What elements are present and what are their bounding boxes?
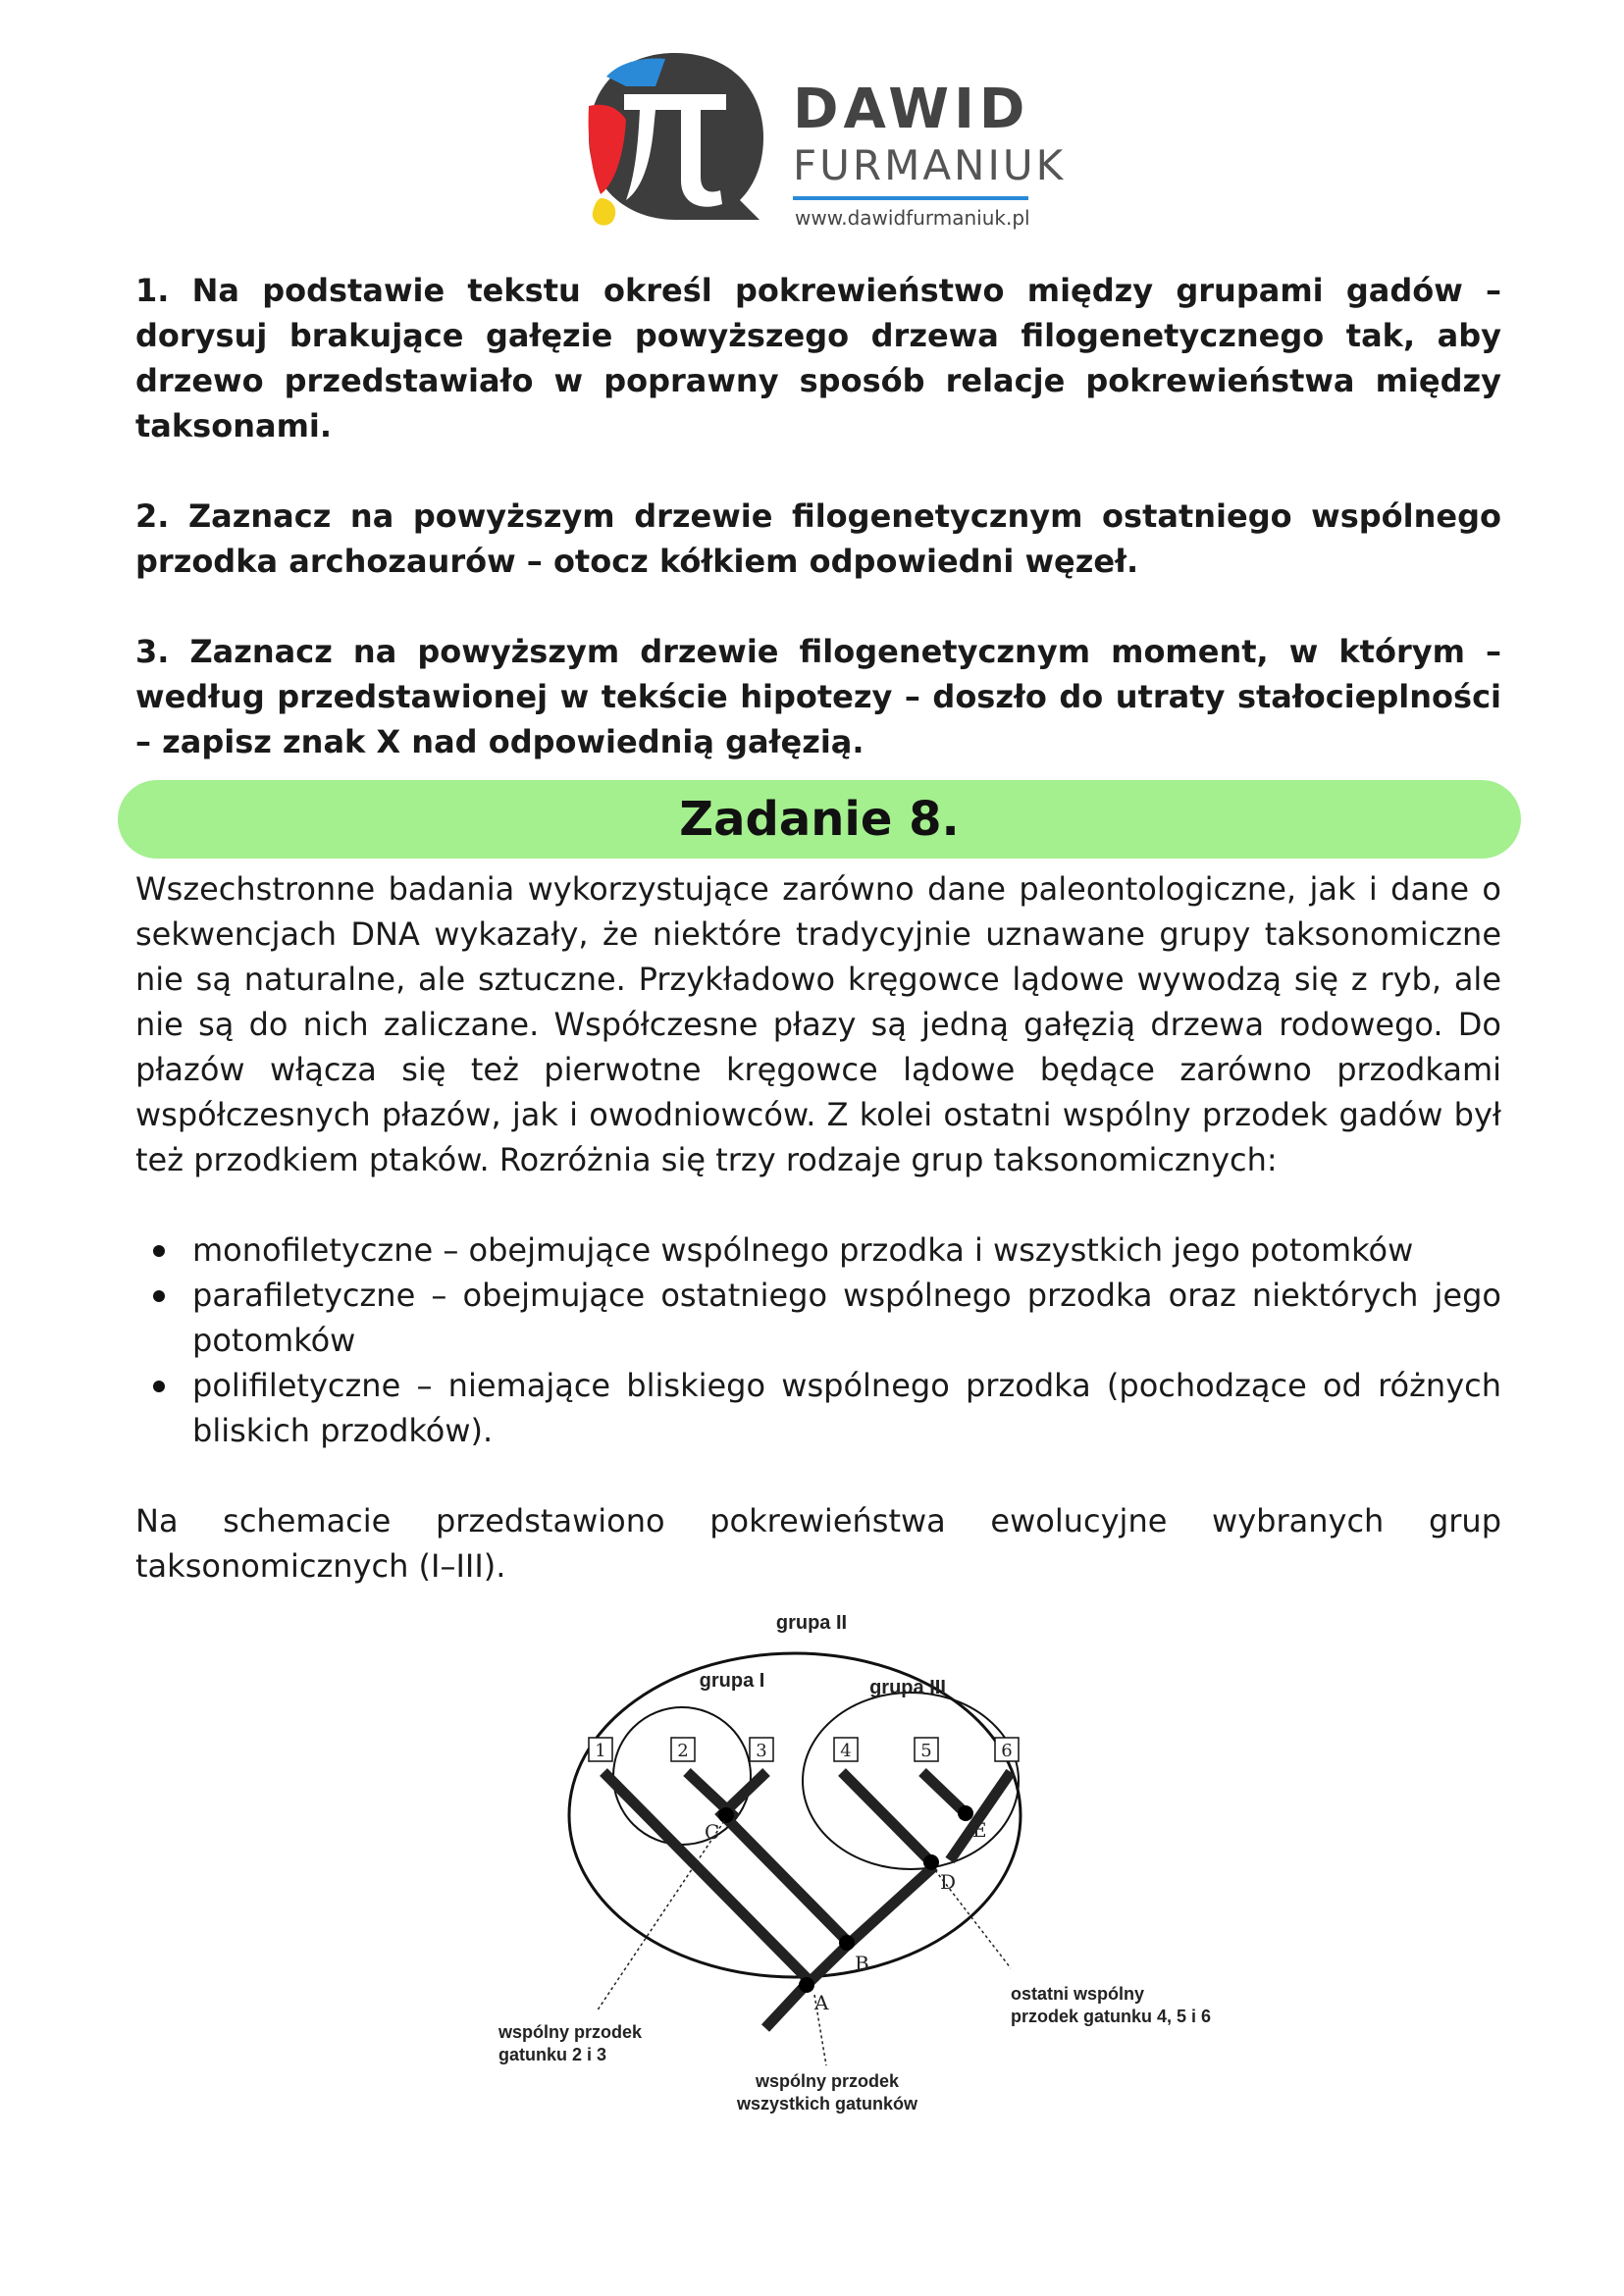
branch-root	[765, 1984, 807, 2028]
task-list	[135, 268, 1501, 809]
annotation-c-line1: wspólny przodek	[498, 2022, 643, 2042]
node-label-b: B	[855, 1952, 869, 1975]
branch-4	[842, 1772, 930, 1861]
node-d	[923, 1854, 939, 1870]
bullet-icon	[153, 1245, 165, 1257]
node-b	[839, 1935, 855, 1951]
species-boxes	[589, 1738, 1019, 1761]
outro-paragraph: Na schemacie przedstawiono pokrewieństwa ewolucyjne wybranych grup taksonomicznych (I–III).	[135, 1502, 1501, 1585]
task-body	[135, 866, 1501, 1589]
annotation-d-line1: ostatni wspólny	[1011, 1984, 1145, 2004]
logo-name: DAWID	[793, 78, 1030, 141]
logo-divider	[793, 196, 1028, 200]
pi-logo-icon	[567, 47, 783, 234]
list-item-text: parafiletyczne – obejmujące ostatniego wspólnego przodka oraz niektórych jego potomków	[192, 1277, 1501, 1359]
node-e	[958, 1805, 973, 1821]
group-types-list	[135, 1227, 1501, 1453]
annotation-d-line2: przodek gatunku 4, 5 i 6	[1011, 2007, 1212, 2026]
list-item	[135, 1273, 1501, 1363]
intro-paragraph: Wszechstronne badania wykorzystujące zarówno dane paleontologiczne, jak i dane o sekwencjach DNA wykazały, że niektóre tradycyjnie uznawane grupy taksonomiczne nie są naturalne, ale sztuczne. Przykładowo kręgowce lądowe wywodzą się z ryb, ale nie są do nich zaliczane. Współczesne płazy są jedną gałęzią drzewa rodowego. Do płazów włącza się też pierwotne kręgowce lądowe będące zarówno przodkami współczesnych płazów, jak i owodniowców. Z kolei ostatni wspólny przodek gadów był też przodkiem ptaków. Rozróżnia się trzy rodzaje grup taksonomicznych:	[135, 870, 1501, 1178]
group-3-label: grupa III	[869, 1677, 946, 1698]
species-label: 4	[840, 1741, 852, 1761]
list-item-text: monofiletyczne – obejmujące wspólnego przodka i wszystkich jego potomków	[192, 1231, 1414, 1269]
species-label: 6	[1001, 1741, 1013, 1761]
node-a	[799, 1977, 814, 1993]
phylogenetic-diagram	[491, 1609, 1256, 2139]
species-label: 1	[595, 1741, 606, 1761]
species-label: 2	[677, 1741, 689, 1761]
section-title: Zadanie 8.	[679, 792, 960, 847]
logo-surname: FURMANIUK	[793, 141, 1067, 189]
section-banner	[118, 780, 1521, 859]
task-2: 2. Zaznacz na powyższym drzewie filogenetycznym ostatniego wspólnego przodka archozaurów – otocz kółkiem odpowiedni węzeł.	[135, 497, 1501, 580]
node-label-a: A	[814, 1991, 829, 2014]
node-label-e: E	[972, 1818, 987, 1842]
task-3: 3. Zaznacz na powyższym drzewie filogenetycznym moment, w którym – według przedstawionej w tekście hipotezy – doszło do utraty stałocieplności – zapisz znak X nad odpowiednią gałęzią.	[135, 633, 1501, 760]
species-label: 5	[920, 1741, 932, 1761]
task-1: 1. Na podstawie tekstu określ pokrewieństwo między grupami gadów – dorysuj brakujące gałęzie powyższego drzewa filogenetycznego tak, aby drzewo przedstawiało w poprawny sposób relacje pokrewieństwa między taksonami.	[135, 272, 1501, 444]
logo	[567, 47, 1067, 234]
annotation-a-line2: wszystkich gatunków	[736, 2094, 918, 2113]
list-item	[135, 1227, 1501, 1273]
node-label-c: C	[705, 1820, 720, 1844]
annotation-c-line2: gatunku 2 i 3	[498, 2045, 607, 2064]
group-2-label: grupa II	[775, 1612, 848, 1634]
pointer-c	[597, 1821, 724, 2011]
node-label-d: D	[940, 1870, 957, 1894]
group-2-ellipse	[569, 1653, 1021, 1977]
list-item-text: polifiletyczne – niemające bliskiego wspólnego przodka (pochodzące od różnych bliskich przodków).	[192, 1367, 1501, 1449]
list-item	[135, 1363, 1501, 1453]
bullet-icon	[153, 1290, 165, 1302]
branch-d-b	[847, 1866, 934, 1946]
species-label: 3	[756, 1741, 767, 1761]
annotation-a-line1: wspólny przodek	[755, 2071, 900, 2091]
node-c	[718, 1807, 734, 1823]
logo-url: www.dawidfurmaniuk.pl	[795, 206, 1030, 230]
group-1-label: grupa I	[699, 1670, 765, 1692]
tree-nodes	[718, 1805, 973, 1993]
bullet-icon	[153, 1381, 165, 1392]
